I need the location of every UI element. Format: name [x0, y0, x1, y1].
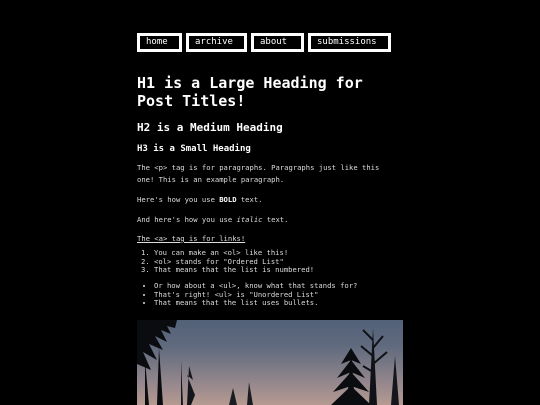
link-paragraph: [137, 233, 399, 245]
bold-word: BOLD: [219, 195, 237, 204]
ordered-list: [137, 249, 404, 275]
italic-suffix: text.: [262, 215, 289, 224]
bold-prefix: Here's how you use: [137, 195, 220, 204]
small-heading: H3 is a Small Heading: [137, 144, 251, 154]
list-item: • That's right! <ul> is "Unordered List": [154, 291, 404, 300]
list-item: • That means that the list uses bullets.: [154, 299, 404, 308]
tree-silhouette-image: [137, 320, 403, 405]
nav-about-link[interactable]: about: [251, 33, 304, 52]
nav-submissions-link[interactable]: submissions: [308, 33, 391, 52]
bold-paragraph: [137, 194, 399, 206]
italic-word: italic: [236, 215, 263, 224]
unordered-list: [137, 282, 404, 308]
nav-bar: [137, 33, 391, 52]
italic-paragraph: [137, 214, 399, 226]
example-link[interactable]: The <a> tag is for links!: [137, 234, 246, 243]
list-item: • Or how about a <ul>, know what that stands for?: [154, 282, 404, 291]
medium-heading: H2 is a Medium Heading: [137, 121, 283, 134]
bold-suffix: text.: [236, 195, 263, 204]
list-item: 2. <ol> stands for "Ordered List": [154, 258, 404, 267]
nav-archive-link[interactable]: archive: [186, 33, 247, 52]
list-item: 1. You can make an <ol> like this!: [154, 249, 404, 258]
post-image: [137, 320, 403, 405]
list-item: 3. That means that the list is numbered!: [154, 266, 404, 275]
nav-home-link[interactable]: home: [137, 33, 182, 52]
post-title: H1 is a Large Heading for Post Titles!: [137, 74, 363, 110]
intro-paragraph: The <p> tag is for paragraphs. Paragraphs just like this one! This is an example paragraph.: [137, 163, 380, 184]
italic-prefix: And here's how you use: [137, 215, 237, 224]
